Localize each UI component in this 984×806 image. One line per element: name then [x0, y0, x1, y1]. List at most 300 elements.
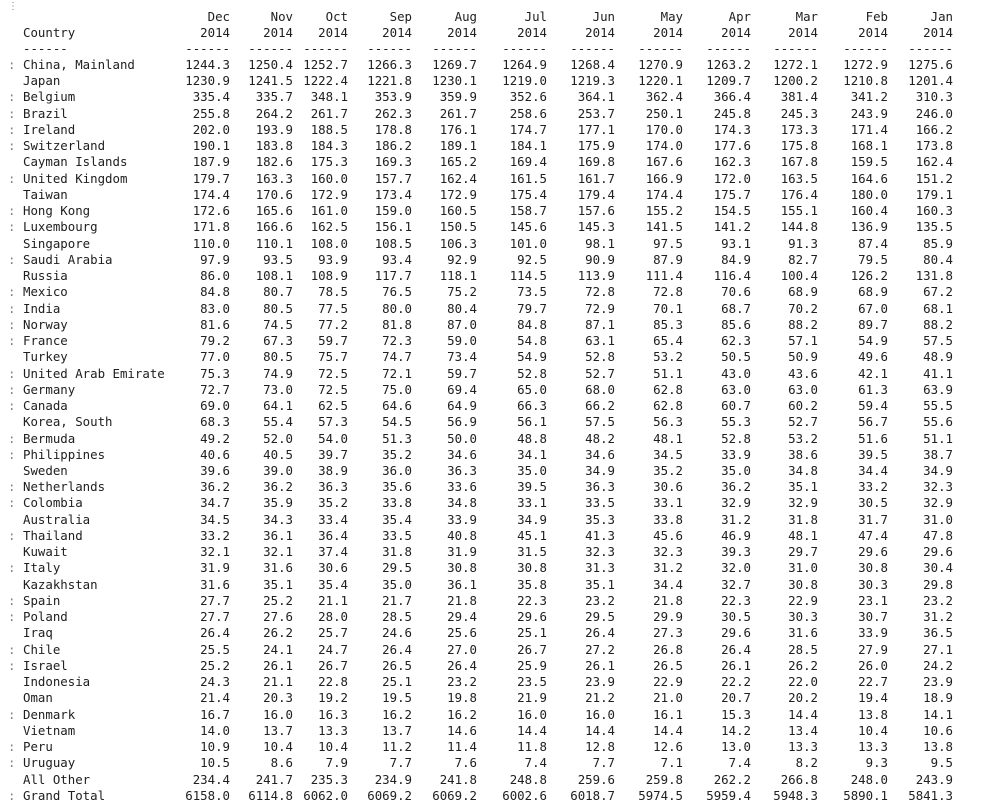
value-cell: 15.3 — [721, 706, 751, 722]
value-cell: 1209.7 — [706, 73, 751, 89]
value-cell: 183.8 — [255, 138, 293, 154]
value-cell: 33.6 — [447, 479, 477, 495]
year-header: 2014 — [788, 25, 818, 40]
value-cell: 6002.6 — [502, 787, 547, 803]
value-cell: 174.3 — [713, 121, 751, 137]
value-cell: 27.7 — [200, 592, 230, 608]
value-cell: 348.1 — [310, 89, 348, 105]
row-edge-dot: : — [8, 300, 16, 316]
value-cell: 1219.0 — [502, 73, 547, 89]
value-cell: 26.7 — [318, 657, 348, 673]
value-cell: 33.2 — [858, 479, 888, 495]
value-cell: 70.1 — [653, 300, 683, 316]
header-underline: ------ — [502, 41, 547, 56]
value-cell: 61.3 — [858, 381, 888, 397]
value-cell: 8.2 — [795, 755, 818, 771]
table-row — [0, 642, 984, 658]
value-cell: 36.3 — [585, 479, 615, 495]
value-cell: 29.5 — [382, 560, 412, 576]
value-cell: 36.3 — [318, 479, 348, 495]
value-cell: 19.5 — [382, 690, 412, 706]
value-cell: 38.9 — [318, 463, 348, 478]
value-cell: 32.7 — [721, 576, 751, 592]
country-name: Indonesia — [23, 674, 91, 690]
value-cell: 66.3 — [517, 398, 547, 414]
value-cell: 40.6 — [200, 446, 230, 462]
value-cell: 6018.7 — [570, 787, 615, 803]
table-row — [0, 755, 984, 771]
value-cell: 54.8 — [517, 333, 547, 349]
table-row — [0, 122, 984, 138]
value-cell: 74.5 — [263, 316, 293, 332]
value-cell: 32.3 — [923, 479, 953, 495]
value-cell: 14.4 — [653, 722, 683, 738]
value-cell: 63.0 — [721, 381, 751, 397]
year-header: 2014 — [721, 25, 751, 40]
value-cell: 82.7 — [788, 251, 818, 267]
value-cell: 168.1 — [850, 138, 888, 154]
value-cell: 26.4 — [447, 657, 477, 673]
table-row — [0, 414, 984, 430]
table-row — [0, 349, 984, 365]
value-cell: 5974.5 — [638, 787, 683, 803]
value-cell: 108.0 — [310, 235, 348, 251]
value-cell: 31.8 — [788, 511, 818, 527]
value-cell: 24.6 — [382, 625, 412, 641]
row-edge-dot: : — [8, 787, 16, 803]
value-cell: 27.2 — [585, 641, 615, 657]
value-cell: 26.4 — [200, 625, 230, 641]
value-cell: 35.2 — [318, 495, 348, 511]
value-cell: 51.1 — [653, 365, 683, 381]
value-cell: 80.7 — [263, 284, 293, 300]
country-name: Denmark — [23, 706, 76, 722]
value-cell: 72.5 — [318, 381, 348, 397]
value-cell: 39.5 — [858, 446, 888, 462]
value-cell: 72.9 — [585, 300, 615, 316]
value-cell: 243.9 — [915, 771, 953, 787]
value-cell: 77.0 — [200, 349, 230, 365]
value-cell: 33.9 — [447, 511, 477, 527]
value-cell: 26.2 — [263, 625, 293, 641]
value-cell: 27.3 — [653, 625, 683, 641]
value-cell: 255.8 — [192, 105, 230, 121]
value-cell: 69.0 — [200, 398, 230, 414]
value-cell: 29.6 — [858, 544, 888, 560]
value-cell: 13.8 — [858, 706, 888, 722]
value-cell: 145.6 — [509, 219, 547, 235]
value-cell: 136.9 — [850, 219, 888, 235]
value-cell: 93.9 — [318, 251, 348, 267]
value-cell: 24.3 — [200, 674, 230, 690]
row-edge-dot: : — [8, 430, 16, 446]
value-cell: 259.8 — [645, 771, 683, 787]
header-underline: ------ — [367, 41, 412, 56]
value-cell: 68.9 — [858, 284, 888, 300]
value-cell: 10.6 — [923, 722, 953, 738]
value-cell: 56.3 — [653, 414, 683, 430]
value-cell: 31.6 — [263, 560, 293, 576]
row-edge-dot: : — [8, 755, 16, 771]
country-name: Korea, South — [23, 414, 113, 430]
header-underline: ------ — [570, 41, 615, 56]
value-cell: 29.6 — [923, 544, 953, 560]
value-cell: 33.8 — [653, 511, 683, 527]
table-row — [0, 463, 984, 479]
table-row — [0, 658, 984, 674]
value-cell: 33.9 — [721, 446, 751, 462]
value-cell: 16.2 — [447, 706, 477, 722]
value-cell: 1266.3 — [367, 57, 412, 72]
value-cell: 31.0 — [923, 511, 953, 527]
value-cell: 157.7 — [374, 170, 412, 186]
table-row — [0, 252, 984, 268]
value-cell: 7.1 — [660, 755, 683, 771]
row-edge-dot: : — [8, 170, 16, 186]
value-cell: 36.5 — [923, 625, 953, 641]
value-cell: 38.7 — [923, 446, 953, 462]
value-cell: 241.8 — [439, 771, 477, 787]
value-cell: 20.2 — [788, 690, 818, 706]
table-row — [0, 398, 984, 414]
value-cell: 13.3 — [318, 722, 348, 738]
value-cell: 18.9 — [923, 690, 953, 706]
value-cell: 63.0 — [788, 381, 818, 397]
value-cell: 35.8 — [517, 576, 547, 592]
value-cell: 26.1 — [263, 657, 293, 673]
value-cell: 73.5 — [517, 284, 547, 300]
row-edge-dot: : — [8, 105, 16, 121]
year-header: 2014 — [923, 25, 953, 40]
value-cell: 27.6 — [263, 609, 293, 625]
value-cell: 14.6 — [447, 722, 477, 738]
value-cell: 6158.0 — [185, 787, 230, 803]
value-cell: 43.0 — [721, 365, 751, 381]
value-cell: 34.5 — [200, 511, 230, 527]
value-cell: 253.7 — [577, 105, 615, 121]
value-cell: 25.5 — [200, 641, 230, 657]
value-cell: 25.1 — [382, 674, 412, 690]
value-cell: 92.5 — [517, 251, 547, 267]
value-cell: 13.7 — [263, 722, 293, 738]
value-cell: 154.5 — [713, 203, 751, 219]
value-cell: 36.4 — [318, 527, 348, 543]
value-cell: 248.0 — [850, 771, 888, 787]
table-row — [0, 609, 984, 625]
value-cell: 65.0 — [517, 381, 547, 397]
value-cell: 67.0 — [858, 300, 888, 316]
value-cell: 175.8 — [780, 138, 818, 154]
value-cell: 341.2 — [850, 89, 888, 105]
value-cell: 174.4 — [192, 186, 230, 202]
value-cell: 80.5 — [263, 349, 293, 365]
year-header: 2014 — [263, 25, 293, 40]
value-cell: 258.6 — [509, 105, 547, 121]
value-cell: 13.3 — [858, 739, 888, 755]
value-cell: 164.6 — [850, 170, 888, 186]
year-header: 2014 — [200, 25, 230, 40]
value-cell: 41.1 — [923, 365, 953, 381]
value-cell: 35.1 — [788, 479, 818, 495]
value-cell: 176.1 — [439, 121, 477, 137]
country-name: Switzerland — [23, 138, 106, 154]
value-cell: 166.9 — [645, 170, 683, 186]
value-cell: 49.2 — [200, 430, 230, 446]
value-cell: 6062.0 — [303, 787, 348, 803]
country-name: Australia — [23, 511, 91, 527]
value-cell: 56.1 — [517, 414, 547, 430]
value-cell: 74.9 — [263, 365, 293, 381]
value-cell: 158.7 — [509, 203, 547, 219]
value-cell: 11.2 — [382, 739, 412, 755]
country-name: Cayman Islands — [23, 154, 128, 170]
header-underline: ------ — [23, 41, 68, 56]
value-cell: 172.6 — [192, 203, 230, 219]
value-cell: 1221.8 — [367, 73, 412, 89]
value-cell: 25.2 — [263, 592, 293, 608]
header-underline: ------ — [843, 41, 888, 56]
value-cell: 21.8 — [653, 592, 683, 608]
value-cell: 97.5 — [653, 235, 683, 251]
value-cell: 178.8 — [374, 121, 412, 137]
value-cell: 34.4 — [858, 463, 888, 478]
value-cell: 6114.8 — [248, 787, 293, 803]
value-cell: 35.1 — [263, 576, 293, 592]
value-cell: 52.8 — [517, 365, 547, 381]
value-cell: 172.9 — [439, 186, 477, 202]
value-cell: 9.5 — [930, 755, 953, 771]
value-cell: 31.6 — [788, 625, 818, 641]
value-cell: 98.1 — [585, 235, 615, 251]
value-cell: 79.2 — [200, 333, 230, 349]
value-cell: 159.0 — [374, 203, 412, 219]
value-cell: 28.0 — [318, 609, 348, 625]
value-cell: 29.7 — [788, 544, 818, 560]
country-name: Taiwan — [23, 186, 68, 202]
value-cell: 50.9 — [788, 349, 818, 365]
month-header: Aug — [454, 9, 477, 24]
value-cell: 1220.1 — [638, 73, 683, 89]
value-cell: 45.6 — [653, 527, 683, 543]
value-cell: 66.2 — [585, 398, 615, 414]
value-cell: 34.1 — [517, 446, 547, 462]
value-cell: 87.0 — [447, 316, 477, 332]
value-cell: 11.8 — [517, 739, 547, 755]
value-cell: 39.3 — [721, 544, 751, 560]
value-cell: 48.8 — [517, 430, 547, 446]
value-cell: 25.7 — [318, 625, 348, 641]
value-cell: 31.2 — [653, 560, 683, 576]
value-cell: 156.1 — [374, 219, 412, 235]
row-edge-dot: : — [8, 446, 16, 462]
value-cell: 10.4 — [318, 739, 348, 755]
value-cell: 35.4 — [318, 576, 348, 592]
value-cell: 35.3 — [585, 511, 615, 527]
value-cell: 35.1 — [585, 576, 615, 592]
value-cell: 126.2 — [850, 268, 888, 284]
value-cell: 21.4 — [200, 690, 230, 706]
value-cell: 45.1 — [517, 527, 547, 543]
value-cell: 36.0 — [382, 463, 412, 478]
table-row — [0, 203, 984, 219]
value-cell: 50.5 — [721, 349, 751, 365]
value-cell: 21.1 — [263, 674, 293, 690]
value-cell: 1241.5 — [248, 73, 293, 89]
table-row — [0, 284, 984, 300]
row-edge-dot: : — [8, 316, 16, 332]
value-cell: 202.0 — [192, 121, 230, 137]
value-cell: 193.9 — [255, 121, 293, 137]
value-cell: 53.2 — [653, 349, 683, 365]
value-cell: 30.8 — [788, 576, 818, 592]
value-cell: 55.3 — [721, 414, 751, 430]
value-cell: 170.0 — [645, 121, 683, 137]
table-row — [0, 301, 984, 317]
value-cell: 34.8 — [788, 463, 818, 478]
grand-total-row — [0, 788, 984, 804]
value-cell: 16.3 — [318, 706, 348, 722]
value-cell: 16.0 — [263, 706, 293, 722]
value-cell: 14.0 — [200, 722, 230, 738]
value-cell: 68.0 — [585, 381, 615, 397]
value-cell: 162.5 — [310, 219, 348, 235]
value-cell: 7.4 — [524, 755, 547, 771]
value-cell: 88.2 — [788, 316, 818, 332]
value-cell: 7.7 — [592, 755, 615, 771]
country-name: Norway — [23, 316, 68, 332]
value-cell: 75.0 — [382, 381, 412, 397]
value-cell: 29.8 — [923, 576, 953, 592]
value-cell: 36.1 — [263, 527, 293, 543]
row-edge-dot: : — [8, 657, 16, 673]
value-cell: 171.8 — [192, 219, 230, 235]
value-cell: 261.7 — [439, 105, 477, 121]
value-cell: 77.5 — [318, 300, 348, 316]
value-cell: 180.0 — [850, 186, 888, 202]
country-name: Oman — [23, 690, 53, 706]
country-name: Saudi Arabia — [23, 251, 113, 267]
value-cell: 33.1 — [517, 495, 547, 511]
value-cell: 13.7 — [382, 722, 412, 738]
month-header: Jul — [524, 9, 547, 24]
value-cell: 172.0 — [713, 170, 751, 186]
value-cell: 67.3 — [263, 333, 293, 349]
value-cell: 266.8 — [780, 771, 818, 787]
value-cell: 88.2 — [923, 316, 953, 332]
table-row — [0, 317, 984, 333]
value-cell: 72.8 — [653, 284, 683, 300]
value-cell: 165.6 — [255, 203, 293, 219]
value-cell: 32.0 — [721, 560, 751, 576]
value-cell: 161.0 — [310, 203, 348, 219]
month-header: Feb — [865, 9, 888, 24]
value-cell: 7.6 — [454, 755, 477, 771]
year-header: 2014 — [858, 25, 888, 40]
country-name: Uruguay — [23, 755, 76, 771]
value-cell: 65.4 — [653, 333, 683, 349]
value-cell: 68.7 — [721, 300, 751, 316]
value-cell: 157.6 — [577, 203, 615, 219]
value-cell: 31.6 — [200, 576, 230, 592]
table-row — [0, 447, 984, 463]
table-row — [0, 333, 984, 349]
value-cell: 38.6 — [788, 446, 818, 462]
value-cell: 36.2 — [200, 479, 230, 495]
value-cell: 167.6 — [645, 154, 683, 170]
value-cell: 165.2 — [439, 154, 477, 170]
value-cell: 21.2 — [585, 690, 615, 706]
value-cell: 30.5 — [858, 495, 888, 511]
table-row — [0, 739, 984, 755]
table-row — [0, 268, 984, 284]
value-cell: 36.3 — [447, 463, 477, 478]
value-cell: 32.1 — [200, 544, 230, 560]
value-cell: 31.5 — [517, 544, 547, 560]
value-cell: 1230.1 — [432, 73, 477, 89]
value-cell: 245.8 — [713, 105, 751, 121]
value-cell: 163.3 — [255, 170, 293, 186]
value-cell: 262.3 — [374, 105, 412, 121]
table-row — [0, 674, 984, 690]
value-cell: 26.5 — [382, 657, 412, 673]
value-cell: 364.1 — [577, 89, 615, 105]
value-cell: 69.4 — [447, 381, 477, 397]
value-cell: 64.6 — [382, 398, 412, 414]
value-cell: 1252.7 — [303, 57, 348, 72]
value-cell: 381.4 — [780, 89, 818, 105]
value-cell: 31.2 — [721, 511, 751, 527]
value-cell: 22.2 — [721, 674, 751, 690]
value-cell: 163.5 — [780, 170, 818, 186]
value-cell: 8.6 — [270, 755, 293, 771]
value-cell: 26.8 — [653, 641, 683, 657]
value-cell: 177.6 — [713, 138, 751, 154]
value-cell: 48.2 — [585, 430, 615, 446]
value-cell: 33.5 — [585, 495, 615, 511]
value-cell: 27.9 — [858, 641, 888, 657]
value-cell: 26.7 — [517, 641, 547, 657]
value-cell: 34.6 — [447, 446, 477, 462]
header-underline: ------ — [185, 41, 230, 56]
value-cell: 1268.4 — [570, 57, 615, 72]
value-cell: 51.6 — [858, 430, 888, 446]
value-cell: 248.8 — [509, 771, 547, 787]
table-row — [0, 495, 984, 511]
value-cell: 81.8 — [382, 316, 412, 332]
value-cell: 169.4 — [509, 154, 547, 170]
value-cell: 1250.4 — [248, 57, 293, 72]
value-cell: 32.9 — [788, 495, 818, 511]
value-cell: 52.8 — [585, 349, 615, 365]
value-cell: 179.4 — [577, 186, 615, 202]
value-cell: 64.1 — [263, 398, 293, 414]
value-cell: 264.2 — [255, 105, 293, 121]
value-cell: 1201.4 — [908, 73, 953, 89]
value-cell: 13.8 — [923, 739, 953, 755]
value-cell: 14.4 — [585, 722, 615, 738]
value-cell: 246.0 — [915, 105, 953, 121]
value-cell: 48.9 — [923, 349, 953, 365]
year-header: 2014 — [517, 25, 547, 40]
value-cell: 173.8 — [915, 138, 953, 154]
year-header: 2014 — [653, 25, 683, 40]
table-row — [0, 772, 984, 788]
value-cell: 14.4 — [788, 706, 818, 722]
value-cell: 27.1 — [923, 641, 953, 657]
value-cell: 85.3 — [653, 316, 683, 332]
value-cell: 26.2 — [788, 657, 818, 673]
value-cell: 89.7 — [858, 316, 888, 332]
